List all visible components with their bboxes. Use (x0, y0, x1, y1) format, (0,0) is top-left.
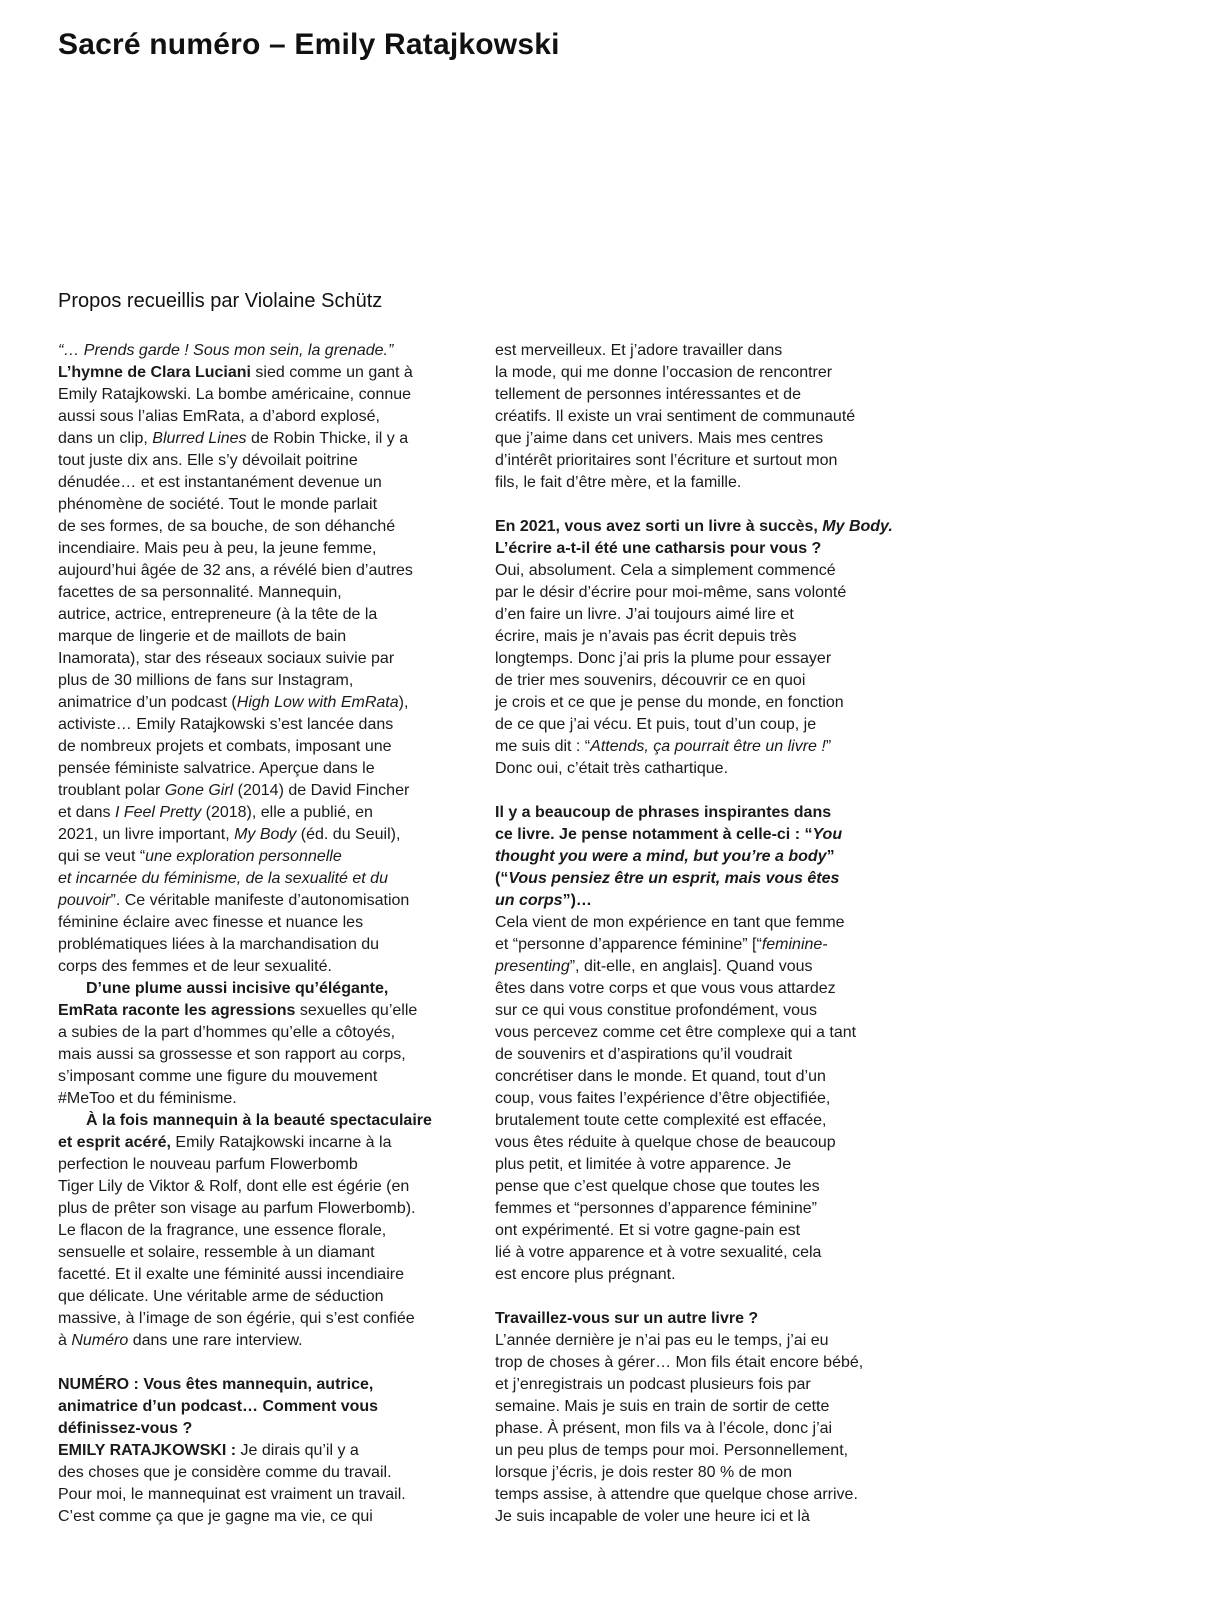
text-run: corps des femmes et de leur sexualité. (58, 958, 332, 975)
text-line (495, 1484, 915, 1506)
text-line (495, 824, 915, 846)
text-line (58, 560, 478, 582)
text-run: lié à votre apparence et à votre sexualité, cela (495, 1244, 822, 1261)
text-line (495, 362, 915, 384)
text-run: (2018), elle a publié, en (201, 804, 373, 821)
text-line (495, 428, 915, 450)
article-column-left (58, 340, 478, 1528)
text-run: féminine éclaire avec finesse et nuance les (58, 914, 364, 931)
text-run: qui se veut “ (58, 848, 146, 865)
text-line (495, 736, 915, 758)
text-run: temps assise, à attendre que quelque chose arrive. (495, 1486, 858, 1503)
text-line (495, 956, 915, 978)
text-run: L’écrire a-t-il été une catharsis pour vous ? (495, 540, 822, 557)
text-line (58, 384, 478, 406)
text-run: Numéro (71, 1332, 129, 1349)
text-run: D’une plume aussi incisive qu’élégante, (86, 980, 389, 997)
text-line (495, 1242, 915, 1264)
text-line (495, 1066, 915, 1088)
text-run: et “personne d’apparence féminine” [“ (495, 936, 762, 953)
text-line (58, 1462, 478, 1484)
text-line (495, 1506, 915, 1528)
text-line (58, 912, 478, 934)
text-run: tout juste dix ans. Elle s’y dévoilait poitrine (58, 452, 358, 469)
text-run: facetté. Et il exalte une féminité aussi incendiaire (58, 1266, 404, 1283)
text-run: Il y a beaucoup de phrases inspirantes dans (495, 804, 832, 821)
text-run: En 2021, vous avez sorti un livre à succès, (495, 518, 823, 535)
text-line (58, 472, 478, 494)
text-run: d’en faire un livre. J’ai toujours aimé lire et (495, 606, 794, 623)
text-run: (2014) de David Fincher (233, 782, 410, 799)
text-run: problématiques liées à la marchandisation du (58, 936, 380, 953)
text-run: phase. À présent, mon fils va à l’école, donc j’ai (495, 1420, 833, 1437)
text-run: phénomène de société. Tout le monde parlait (58, 496, 378, 513)
paragraph-gap (495, 494, 915, 516)
text-run: dans un clip, (58, 430, 153, 447)
article-byline: Propos recueillis par Violaine Schütz (58, 290, 383, 312)
text-run: femmes et “personnes d’apparence féminine” (495, 1200, 817, 1217)
text-line (58, 1308, 478, 1330)
text-line (495, 516, 915, 538)
text-run: My Body. (822, 518, 893, 535)
text-line (495, 868, 915, 890)
text-run: incendiaire. Mais peu à peu, la jeune femme, (58, 540, 377, 557)
text-run: ” (825, 738, 832, 755)
text-run: à (58, 1332, 72, 1349)
text-line (495, 758, 915, 780)
text-run: tellement de personnes intéressantes et de (495, 386, 801, 403)
text-run: thought you were a mind, but you’re a body (495, 848, 827, 865)
text-run: ”, dit-elle, en anglais]. Quand vous (569, 958, 813, 975)
text-line (495, 1198, 915, 1220)
text-line (58, 1506, 478, 1528)
text-line (495, 648, 915, 670)
text-run: dans une rare interview. (128, 1332, 303, 1349)
text-run: aussi sous l’alias EmRata, a d’abord explosé, (58, 408, 380, 425)
text-run: concrétiser dans le monde. Et quand, tout d’un (495, 1068, 826, 1085)
text-run: 2021, un livre important, (58, 826, 235, 843)
text-run: des choses que je considère comme du travail. (58, 1464, 392, 1481)
text-line (495, 340, 915, 362)
text-run: ” (826, 848, 835, 865)
text-line (58, 516, 478, 538)
text-line (495, 472, 915, 494)
text-line (495, 1000, 915, 1022)
text-run: pouvoir (58, 892, 111, 909)
text-line (495, 1308, 915, 1330)
text-run: plus petit, et limitée à votre apparence. Je (495, 1156, 792, 1173)
text-run: ”)… (562, 892, 592, 909)
text-line (58, 978, 478, 1000)
text-run: autrice, actrice, entrepreneure (à la tête de la (58, 606, 378, 623)
text-line (495, 1462, 915, 1484)
text-run: dénudée… et est instantanément devenue un (58, 474, 382, 491)
text-run: une exploration personnelle (145, 848, 342, 865)
text-line (58, 736, 478, 758)
text-run: de souvenirs et d’aspirations qu’il voudrait (495, 1046, 793, 1063)
text-line (495, 890, 915, 912)
text-run: “… Prends garde ! Sous mon sein, la grenade.” (58, 342, 394, 359)
text-line (58, 1330, 478, 1352)
text-run: Je suis incapable de voler une heure ici et là (495, 1508, 810, 1525)
text-line (495, 1396, 915, 1418)
text-run: massive, à l’image de son égérie, qui s’est confiée (58, 1310, 415, 1327)
text-line (495, 1440, 915, 1462)
text-run: (“ (495, 870, 509, 887)
text-line (495, 1352, 915, 1374)
text-run: perfection le nouveau parfum Flowerbomb (58, 1156, 358, 1173)
text-run: ), (398, 694, 409, 711)
text-run: pensée féministe salvatrice. Aperçue dans le (58, 760, 375, 777)
text-run: plus de 30 millions de fans sur Instagram, (58, 672, 354, 689)
text-line (58, 1000, 478, 1022)
text-run: Le flacon de la fragrance, une essence florale, (58, 1222, 387, 1239)
text-run: Oui, absolument. Cela a simplement commencé (495, 562, 836, 579)
text-run: un peu plus de temps pour moi. Personnellement, (495, 1442, 849, 1459)
paragraph-gap (495, 1286, 915, 1308)
text-run: Je dirais qu’il y a (236, 1442, 359, 1459)
text-line (495, 604, 915, 626)
text-run: troublant polar (58, 782, 165, 799)
text-run: presenting (495, 958, 570, 975)
text-line (58, 802, 478, 824)
text-run: et incarnée du féminisme, de la sexualité et du (58, 870, 388, 887)
text-run: sur ce qui vous constitue profondément, vous (495, 1002, 817, 1019)
text-line (58, 1242, 478, 1264)
text-run: s’imposant comme une figure du mouvement (58, 1068, 378, 1085)
text-line (495, 560, 915, 582)
text-run: #MeToo et du féminisme. (58, 1090, 237, 1107)
text-run: My Body (234, 826, 297, 843)
text-line (58, 1440, 478, 1462)
text-line (495, 1220, 915, 1242)
text-run: un corps (495, 892, 563, 909)
text-line (58, 934, 478, 956)
text-line (58, 648, 478, 670)
text-run: À la fois mannequin à la beauté spectaculaire (86, 1112, 432, 1129)
paragraph-gap (495, 780, 915, 802)
text-line (495, 1132, 915, 1154)
text-run: Pour moi, le mannequinat est vraiment un travail. (58, 1486, 406, 1503)
text-line (58, 670, 478, 692)
text-line (58, 1110, 478, 1132)
text-run: est encore plus prégnant. (495, 1266, 676, 1283)
text-line (58, 1484, 478, 1506)
text-line (58, 714, 478, 736)
text-run: Inamorata), star des réseaux sociaux suivie par (58, 650, 395, 667)
text-line (58, 1022, 478, 1044)
text-run: et j’enregistrais un podcast plusieurs fois par (495, 1376, 811, 1393)
text-line (495, 626, 915, 648)
text-run: vous êtes réduite à quelque chose de beaucoup (495, 1134, 836, 1151)
text-line (58, 428, 478, 450)
text-line (58, 692, 478, 714)
text-line (495, 406, 915, 428)
text-run: L’année dernière je n’ai pas eu le temps, j’ai eu (495, 1332, 829, 1349)
text-run: C’est comme ça que je gagne ma vie, ce qui (58, 1508, 373, 1525)
text-line (58, 1418, 478, 1440)
text-run: trop de choses à gérer… Mon fils était encore bébé, (495, 1354, 864, 1371)
text-run: Attends, ça pourrait être un livre ! (590, 738, 826, 755)
text-line (495, 670, 915, 692)
text-run: fils, le fait d’être mère, et la famille. (495, 474, 742, 491)
text-run: que délicate. Une véritable arme de séduction (58, 1288, 384, 1305)
text-line (495, 934, 915, 956)
text-run: ont expérimenté. Et si votre gagne-pain est (495, 1222, 801, 1239)
text-run: vous percevez comme cet être complexe qui a tant (495, 1024, 857, 1041)
text-run: aujourd’hui âgée de 32 ans, a révélé bien d’autres (58, 562, 413, 579)
text-line (495, 1330, 915, 1352)
text-run: je crois et ce que je pense du monde, en fonction (495, 694, 844, 711)
text-run: sensuelle et solaire, ressemble à un diamant (58, 1244, 375, 1261)
text-line (495, 1154, 915, 1176)
text-line (58, 956, 478, 978)
text-line (58, 1044, 478, 1066)
text-run: Vous pensiez être un esprit, mais vous êtes (508, 870, 840, 887)
text-run: par le désir d’écrire pour moi-même, sans volonté (495, 584, 847, 601)
text-run: Emily Ratajkowski. La bombe américaine, connue (58, 386, 412, 403)
text-run: coup, vous faites l’expérience d’être objectifiée, (495, 1090, 831, 1107)
text-line (58, 450, 478, 472)
text-run: NUMÉRO : Vous êtes mannequin, autrice, (58, 1376, 374, 1393)
text-line (495, 384, 915, 406)
text-line (58, 1154, 478, 1176)
text-run: et esprit acéré, (58, 1134, 171, 1151)
text-run: Tiger Lily de Viktor & Rolf, dont elle est égérie (en (58, 1178, 410, 1195)
text-line (58, 362, 478, 384)
text-line (58, 1396, 478, 1418)
text-run: Cela vient de mon expérience en tant que femme (495, 914, 845, 931)
text-run: de nombreux projets et combats, imposant une (58, 738, 392, 755)
text-line (58, 1132, 478, 1154)
text-run: mais aussi sa grossesse et son rapport au corps, (58, 1046, 406, 1063)
text-run: la mode, qui me donne l’occasion de rencontrer (495, 364, 833, 381)
text-run: EMILY RATAJKOWSKI : (58, 1442, 237, 1459)
text-line (495, 1418, 915, 1440)
text-run: EmRata raconte les agressions (58, 1002, 296, 1019)
text-line (58, 626, 478, 648)
text-run: Blurred Lines (152, 430, 247, 447)
text-run: pense que c’est quelque chose que toutes les (495, 1178, 820, 1195)
text-run: de ses formes, de sa bouche, de son déhanché (58, 518, 396, 535)
text-line (58, 780, 478, 802)
text-run: Emily Ratajkowski incarne à la (170, 1134, 392, 1151)
text-run: feminine- (761, 936, 828, 953)
text-line (495, 802, 915, 824)
text-line (495, 1022, 915, 1044)
text-line (495, 912, 915, 934)
text-line (495, 692, 915, 714)
text-run: activiste… Emily Ratajkowski s’est lancée dans (58, 716, 394, 733)
text-line (58, 1088, 478, 1110)
text-line (58, 604, 478, 626)
text-line (58, 758, 478, 780)
text-run: de trier mes souvenirs, découvrir ce en quoi (495, 672, 806, 689)
text-run: semaine. Mais je suis en train de sortir de cette (495, 1398, 830, 1415)
text-run: ce livre. Je pense notamment à celle-ci : “ (495, 826, 813, 843)
text-line (495, 1088, 915, 1110)
text-run: a subies de la part d’hommes qu’elle a côtoyés, (58, 1024, 396, 1041)
text-run: est merveilleux. Et j’adore travailler dans (495, 342, 783, 359)
text-line (58, 494, 478, 516)
text-run: sexuelles qu’elle (295, 1002, 418, 1019)
article-column-right (495, 340, 915, 1528)
text-line (495, 538, 915, 560)
text-run: plus de prêter son visage au parfum Flowerbomb). (58, 1200, 416, 1217)
text-run: et dans (58, 804, 115, 821)
text-line (495, 582, 915, 604)
text-run: me suis dit : “ (495, 738, 591, 755)
text-line (58, 1176, 478, 1198)
text-line (58, 846, 478, 868)
text-line (58, 1286, 478, 1308)
text-run: êtes dans votre corps et que vous vous attardez (495, 980, 836, 997)
text-run: You (812, 826, 843, 843)
text-line (495, 1110, 915, 1132)
text-line (58, 538, 478, 560)
text-line (58, 340, 478, 362)
text-run: Travaillez-vous sur un autre livre ? (495, 1310, 759, 1327)
text-run: facettes de sa personnalité. Mannequin, (58, 584, 342, 601)
text-run: I Feel Pretty (114, 804, 202, 821)
text-run: d’intérêt prioritaires sont l’écriture et surtout mon (495, 452, 838, 469)
text-line (495, 1044, 915, 1066)
text-line (495, 1374, 915, 1396)
text-line (58, 868, 478, 890)
text-run: L’hymne de Clara Luciani (58, 364, 251, 381)
article-title: Sacré numéro – Emily Ratajkowski (58, 28, 560, 61)
text-line (58, 582, 478, 604)
text-run: Gone Girl (164, 782, 234, 799)
text-run: animatrice d’un podcast ( (58, 694, 237, 711)
text-line (58, 406, 478, 428)
text-run: définissez-vous ? (58, 1420, 193, 1437)
text-line (58, 1066, 478, 1088)
text-line (58, 1220, 478, 1242)
text-line (495, 1176, 915, 1198)
text-run: (éd. du Seuil), (296, 826, 401, 843)
text-line (495, 714, 915, 736)
text-run: lorsque j’écris, je dois rester 80 % de mon (495, 1464, 793, 1481)
text-line (58, 824, 478, 846)
text-run: animatrice d’un podcast… Comment vous (58, 1398, 379, 1415)
text-line (58, 1198, 478, 1220)
text-run: High Low with EmRata (236, 694, 399, 711)
text-run: longtemps. Donc j’ai pris la plume pour essayer (495, 650, 832, 667)
text-line (495, 1264, 915, 1286)
text-run: ”. Ce véritable manifeste d’autonomisation (110, 892, 410, 909)
text-run: de Robin Thicke, il y a (246, 430, 409, 447)
text-run: marque de lingerie et de maillots de bain (58, 628, 347, 645)
text-run: créatifs. Il existe un vrai sentiment de communauté (495, 408, 856, 425)
paragraph-gap (58, 1352, 478, 1374)
text-run: brutalement toute cette complexité est effacée, (495, 1112, 827, 1129)
text-line (58, 1264, 478, 1286)
text-run: de ce que j’ai vécu. Et puis, tout d’un coup, je (495, 716, 817, 733)
text-line (58, 890, 478, 912)
text-line (58, 1374, 478, 1396)
text-run: écrire, mais je n’avais pas écrit depuis très (495, 628, 797, 645)
text-line (495, 978, 915, 1000)
text-line (495, 450, 915, 472)
text-run: sied comme un gant à (250, 364, 413, 381)
text-run: Donc oui, c’était très cathartique. (495, 760, 729, 777)
text-line (495, 846, 915, 868)
text-run: que j’aime dans cet univers. Mais mes centres (495, 430, 824, 447)
